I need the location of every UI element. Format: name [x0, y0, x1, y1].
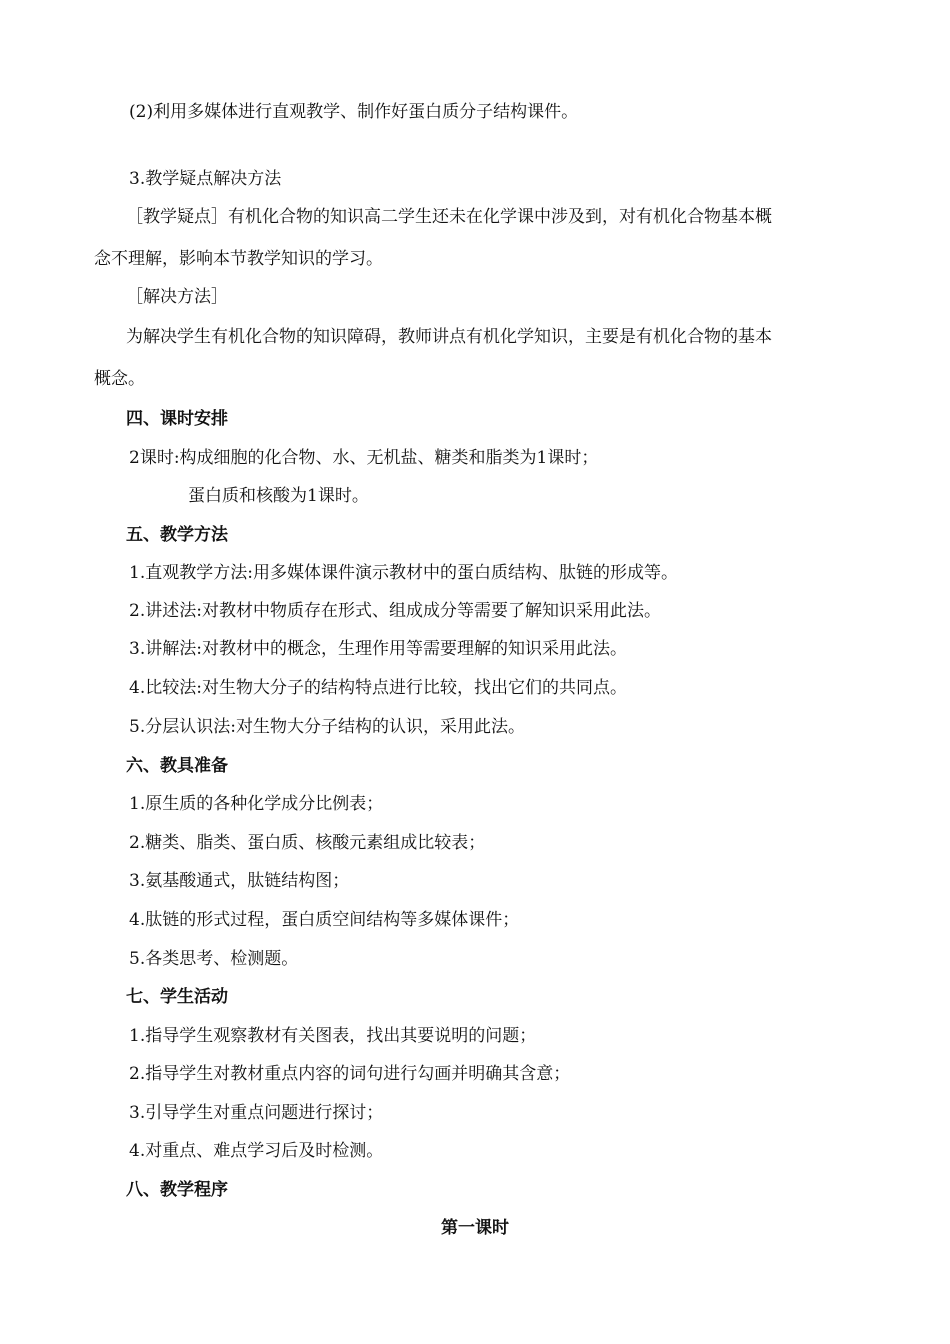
- line-teaching-doubt-cont: 念不理解，影响本节教学知识的学习。: [94, 249, 383, 269]
- line-doubt-solution-title: 3.教学疑点解决方法: [129, 169, 282, 189]
- line-solution-text: 为解决学生有机化合物的知识障碍，教师讲点有机化学知识，主要是有机化合物的基本: [126, 327, 772, 347]
- line-activity-2: 2.指导学生对教材重点内容的词句进行勾画并明确其含意；: [129, 1064, 571, 1084]
- line-aid-5: 5.各类思考、检测题。: [129, 949, 299, 969]
- line-schedule-2: 蛋白质和核酸为1课时。: [188, 486, 369, 506]
- line-activity-4: 4.对重点、难点学习后及时检测。: [129, 1141, 384, 1161]
- line-aid-1: 1.原生质的各种化学成分比例表；: [129, 794, 384, 814]
- line-aid-2: 2.糖类、脂类、蛋白质、核酸元素组成比较表；: [129, 833, 486, 853]
- line-schedule-1: 2课时:构成细胞的化合物、水、无机盐、糖类和脂类为1课时；: [129, 448, 599, 468]
- line-solution-label: ［解决方法］: [126, 287, 228, 307]
- line-aid-4: 4.肽链的形式过程，蛋白质空间结构等多媒体课件；: [129, 910, 520, 930]
- line-method-3: 3.讲解法:对教材中的概念，生理作用等需要理解的知识采用此法。: [129, 639, 627, 659]
- line-method-1: 1.直观教学方法:用多媒体课件演示教材中的蛋白质结构、肽链的形成等。: [129, 563, 678, 583]
- heading-class-schedule: 四、课时安排: [126, 409, 228, 429]
- line-teaching-doubt: ［教学疑点］有机化合物的知识高二学生还未在化学课中涉及到，对有机化合物基本概: [126, 207, 772, 227]
- line-aid-3: 3.氨基酸通式，肽链结构图；: [129, 871, 350, 891]
- heading-teaching-procedure: 八、教学程序: [126, 1180, 228, 1200]
- line-method-2: 2.讲述法:对教材中物质存在形式、组成成分等需要了解知识采用此法。: [129, 601, 661, 621]
- line-method-5: 5.分层认识法:对生物大分子结构的认识，采用此法。: [129, 717, 525, 737]
- heading-teaching-aids: 六、教具准备: [126, 756, 228, 776]
- subheading-first-lesson: 第一课时: [441, 1218, 509, 1238]
- line-multimedia-teaching: (2)利用多媒体进行直观教学、制作好蛋白质分子结构课件。: [129, 102, 579, 122]
- line-method-4: 4.比较法:对生物大分子的结构特点进行比较，找出它们的共同点。: [129, 678, 627, 698]
- line-solution-text-cont: 概念。: [94, 369, 145, 389]
- line-activity-1: 1.指导学生观察教材有关图表，找出其要说明的问题；: [129, 1026, 537, 1046]
- heading-student-activities: 七、学生活动: [126, 987, 228, 1007]
- line-activity-3: 3.引导学生对重点问题进行探讨；: [129, 1103, 384, 1123]
- heading-teaching-methods: 五、教学方法: [126, 525, 228, 545]
